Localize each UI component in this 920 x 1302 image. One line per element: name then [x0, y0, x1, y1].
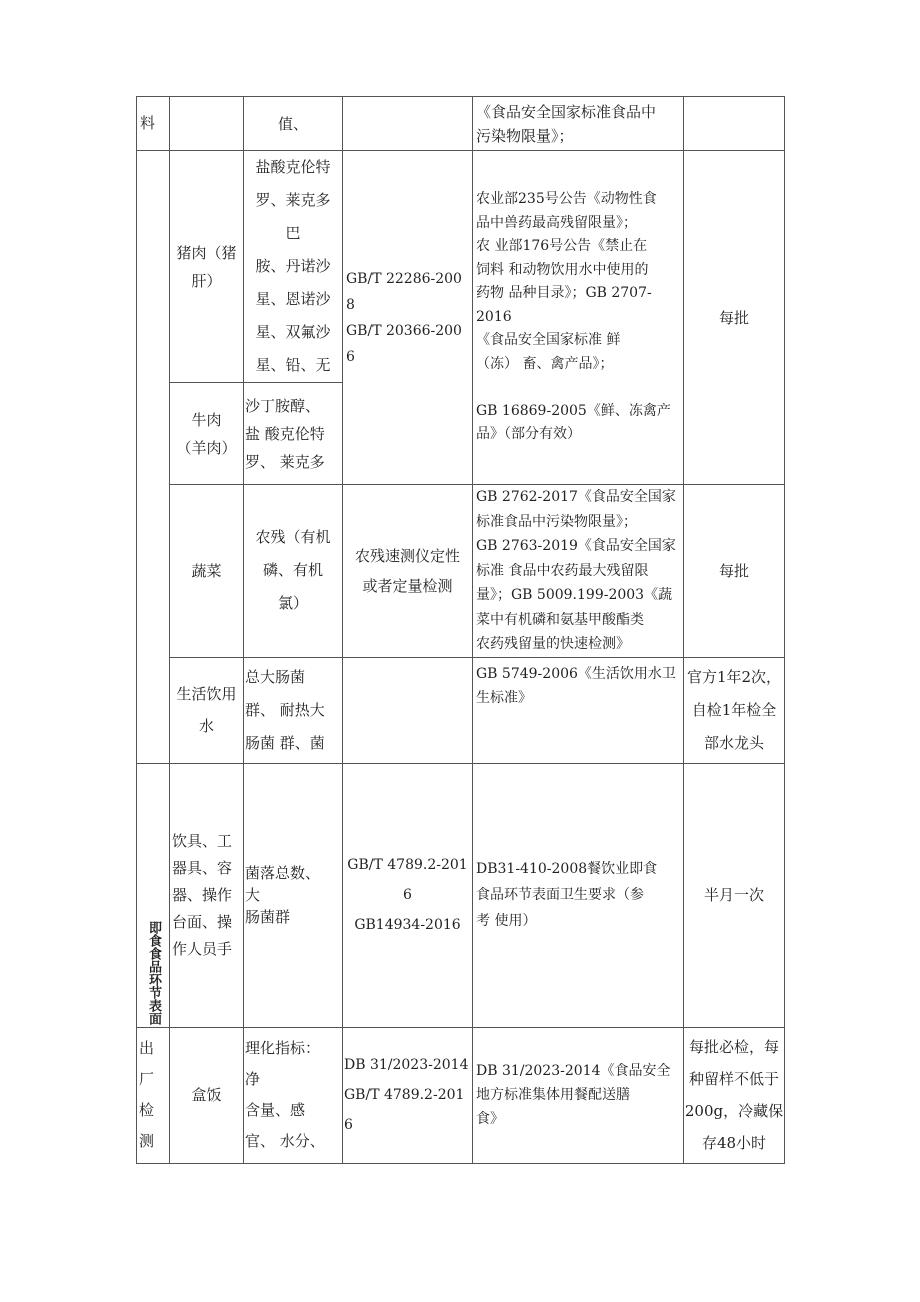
method-cell: 农残速测仪定性 或者定量检测 — [343, 485, 473, 658]
item-cell: 猪肉（猪 肝） — [170, 151, 244, 383]
index-cell: 沙丁胺醇、 盐 酸克伦特 罗、 莱克多 — [244, 383, 343, 485]
frequency-cell: 每批 — [684, 485, 785, 658]
basis-cell: 《食品安全国家标准食品中 污染物限量》； — [473, 97, 684, 151]
frequency-cell: 每批必检，每 种留样不低于 200g，冷藏保 存48小时 — [684, 1027, 785, 1163]
basis-cell: DB 31/2023-2014《食品安全 地方标准集体用餐配送膳 食》 — [473, 1027, 684, 1163]
method-cell — [343, 657, 473, 763]
index-cell: 盐酸克伦特 罗、莱克多 巴 胺、丹诺沙 星、恩诺沙 星、双氟沙 星、铅、无 — [244, 151, 343, 383]
method-cell: GB/T 4789.2-2016 GB14934-2016 — [343, 763, 473, 1027]
category-cell: 料 — [137, 97, 170, 151]
category-cell: 出 厂 检 测 — [137, 1027, 170, 1163]
index-cell: 总大肠菌 群、 耐热大 肠菌 群、菌 — [244, 657, 343, 763]
item-cell: 蔬菜 — [170, 485, 244, 658]
index-cell: 值、 — [244, 97, 343, 151]
frequency-cell: 官方1年2次， 自检1年检全 部水龙头 — [684, 657, 785, 763]
inspection-table — [136, 96, 785, 1164]
item-cell: 盒饭 — [170, 1027, 244, 1163]
table-row — [137, 97, 785, 151]
index-cell: 农残（有机 磷、有机 氯） — [244, 485, 343, 658]
table-row — [137, 763, 785, 1027]
table-row — [137, 1027, 785, 1163]
item-cell: 生活饮用 水 — [170, 657, 244, 763]
item-cell: 饮具、工 器具、容 器、操作 台面、操 作人员手 — [170, 763, 244, 1027]
method-cell: GB/T 22286-2008 GB/T 20366-2006 — [343, 151, 473, 485]
item-cell: 牛肉 （羊肉） — [170, 383, 244, 485]
index-cell: 菌落总数、 大 肠菌群 — [244, 763, 343, 1027]
basis-cell: 农业部235号公告《动物性食 品中兽药最高残留限量》； 农 业部176号公告《禁止在 饲料 和动物饮用水中使用的 药物 品种目录》；GB 2707- 2016 《食品安全国家标准 鲜 （冻） 畜、禽产品》； GB 16869-2005《鲜、冻禽产 品》（部分有效） — [473, 151, 684, 485]
table-row — [137, 485, 785, 658]
basis-cell: DB31-410-2008餐饮业即食 食品环节表面卫生要求（参 考 使用） — [473, 763, 684, 1027]
basis-cell: GB 2762-2017《食品安全国家 标准食品中污染物限量》； GB 2763-2019《食品安全国家 标准 食品中农药最大残留限 量》；GB 5009.199-2003《蔬 菜中有机磷和氨基甲酸酯类 农药残留量的快速检测》 — [473, 485, 684, 658]
table-row — [137, 657, 785, 763]
basis-cell: GB 5749-2006《生活饮用水卫 生标准》 — [473, 657, 684, 763]
frequency-cell — [684, 97, 785, 151]
category-cell — [137, 763, 170, 1027]
method-cell: DB 31/2023-2014 GB/T 4789.2-2016 — [343, 1027, 473, 1163]
table-row — [137, 151, 785, 383]
item-cell — [170, 97, 244, 151]
category-cell-empty — [137, 151, 170, 764]
frequency-cell: 半月一次 — [684, 763, 785, 1027]
frequency-cell: 每批 — [684, 151, 785, 485]
category-vertical-label: 即食食品环节表面 — [146, 920, 161, 1025]
index-cell: 理化指标： 净 含量、感 官、 水分、 — [244, 1027, 343, 1163]
method-cell — [343, 97, 473, 151]
